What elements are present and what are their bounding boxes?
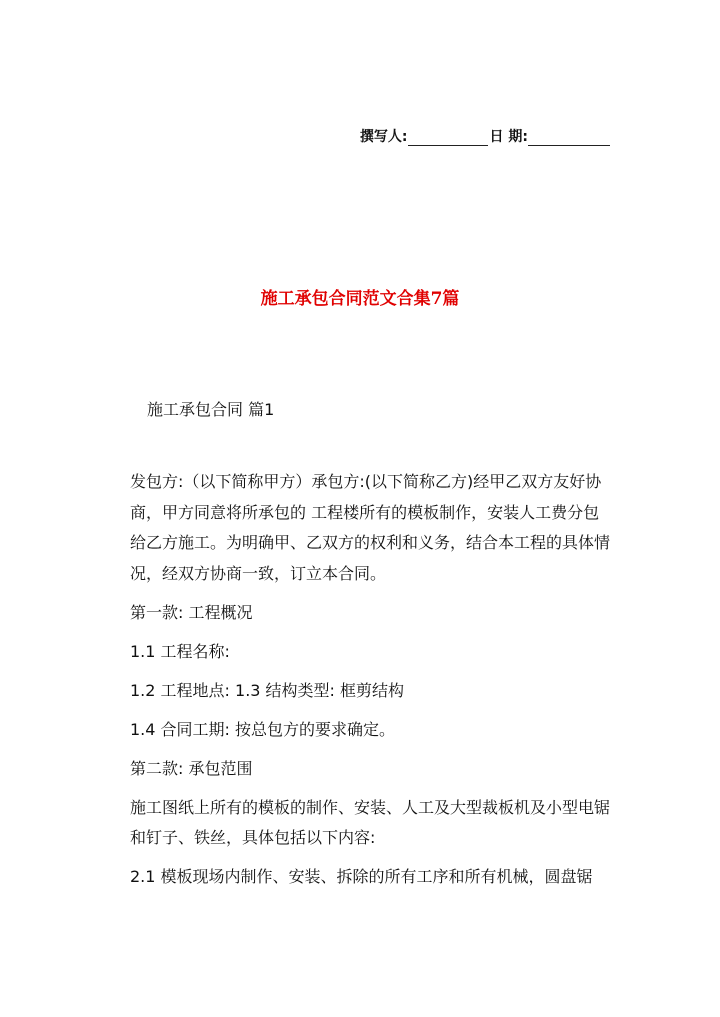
body-paragraph: 发包方:（以下简称甲方）承包方:(以下简称乙方)经甲乙双方友好协商，甲方同意将所承包的 工程楼所有的模板制作，安装人工费分包给乙方施工。为明确甲、乙双方的权利和义务，结合本工程的具体情况，经双方协商一致，订立本合同。	[130, 472, 611, 583]
body-paragraph: 第二款: 承包范围	[130, 758, 253, 778]
document-title: 施工承包合同范文合集7篇	[260, 289, 460, 309]
body-paragraph: 1.4 合同工期: 按总包方的要求确定。	[130, 719, 396, 739]
body-paragraph: 第一款: 工程概况	[130, 602, 253, 622]
author-label: 撰写人:	[359, 129, 408, 145]
document-header	[360, 126, 610, 146]
date-blank-line	[528, 131, 610, 146]
document-body	[130, 467, 615, 901]
body-paragraph: 施工图纸上所有的模板的制作、安装、人工及大型裁板机及小型电锯和钉子、铁丝，具体包括以下内容:	[130, 797, 611, 847]
author-blank-line	[408, 131, 488, 146]
date-label: 日 期:	[489, 129, 528, 145]
section-heading: 施工承包合同 篇1	[147, 400, 275, 419]
body-paragraph: 1.1 工程名称:	[130, 641, 230, 661]
body-paragraph: 2.1 模板现场内制作、安装、拆除的所有工序和所有机械，圆盘锯	[130, 867, 593, 886]
body-paragraph: 1.2 工程地点: 1.3 结构类型: 框剪结构	[130, 680, 405, 700]
